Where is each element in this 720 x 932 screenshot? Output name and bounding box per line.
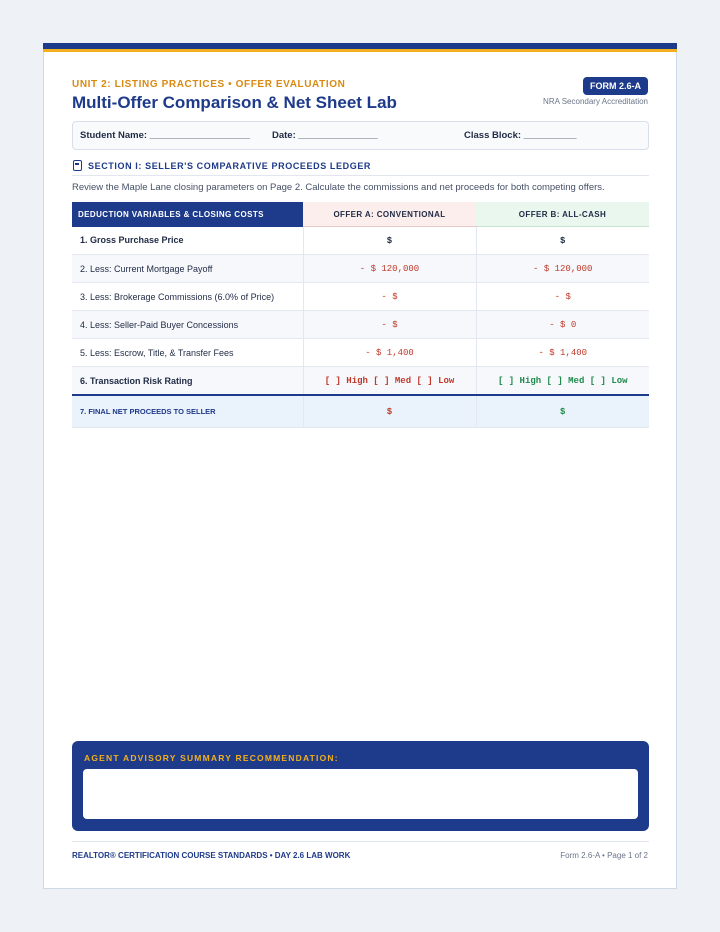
footer-page-number: Form 2.6-A • Page 1 of 2 (560, 851, 648, 860)
student-info-bar (72, 121, 649, 150)
offer-a-cell[interactable]: - $ (303, 311, 476, 339)
footer-divider (72, 841, 649, 842)
form-badge: FORM 2.6-A (583, 77, 648, 95)
table-row (72, 311, 649, 339)
row-label: 5. Less: Escrow, Title, & Transfer Fees (72, 339, 303, 367)
offer-a-net-cell[interactable]: $ (303, 395, 476, 428)
unit-label: UNIT 2: LISTING PRACTICES • OFFER EVALUATION (72, 79, 346, 90)
offer-a-cell[interactable]: $ (303, 227, 476, 255)
student-name-field[interactable]: Student Name: ___________________ (80, 130, 251, 141)
section-divider (72, 175, 649, 176)
row-label: 3. Less: Brokerage Commissions (6.0% of Price) (72, 283, 303, 311)
offer-a-cell[interactable]: - $ 1,400 (303, 339, 476, 367)
table-row (72, 283, 649, 311)
row-label: 4. Less: Seller-Paid Buyer Concessions (72, 311, 303, 339)
offer-b-cell[interactable]: - $ 120,000 (476, 255, 649, 283)
column-header-deductions: DEDUCTION VARIABLES & CLOSING COSTS (72, 202, 303, 227)
footer-standards: REALTOR® CERTIFICATION COURSE STANDARDS • DAY 2.6 LAB WORK (72, 851, 351, 860)
table-header-row (72, 202, 649, 227)
column-header-offer-b: OFFER B: ALL-CASH (476, 202, 649, 227)
advisory-summary-panel (72, 741, 649, 831)
offer-a-cell[interactable]: - $ (303, 283, 476, 311)
calculator-icon (73, 160, 82, 171)
row-label: 2. Less: Current Mortgage Payoff (72, 255, 303, 283)
offer-b-net-cell[interactable]: $ (476, 395, 649, 428)
offer-b-cell[interactable]: - $ (476, 283, 649, 311)
table-row (72, 227, 649, 255)
worksheet-page (43, 43, 677, 889)
table-row (72, 255, 649, 283)
offer-a-risk-checkboxes[interactable]: [ ] High [ ] Med [ ] Low (303, 367, 476, 396)
date-field[interactable]: Date: _______________ (272, 130, 378, 141)
header-stripe (43, 43, 677, 53)
section-instructions: Review the Maple Lane closing parameters on Page 2. Calculate the commissions and net proceeds for both competing offers. (72, 182, 605, 193)
table-row (72, 339, 649, 367)
offer-b-cell[interactable]: - $ 0 (476, 311, 649, 339)
class-block-field[interactable]: Class Block: __________ (464, 130, 577, 141)
offer-b-cell[interactable]: $ (476, 227, 649, 255)
advisory-title: AGENT ADVISORY SUMMARY RECOMMENDATION: (84, 753, 339, 763)
accreditation-label: NRA Secondary Accreditation (543, 97, 648, 106)
row-label: 1. Gross Purchase Price (72, 227, 303, 255)
offer-b-cell[interactable]: - $ 1,400 (476, 339, 649, 367)
row-label: 7. FINAL NET PROCEEDS TO SELLER (72, 395, 303, 428)
advisory-input-box[interactable] (83, 769, 638, 819)
column-header-offer-a: OFFER A: CONVENTIONAL (303, 202, 476, 227)
row-label: 6. Transaction Risk Rating (72, 367, 303, 396)
offer-a-cell[interactable]: - $ 120,000 (303, 255, 476, 283)
table-row (72, 367, 649, 396)
final-proceeds-row (72, 395, 649, 428)
page-title: Multi-Offer Comparison & Net Sheet Lab (72, 93, 397, 112)
offer-b-risk-checkboxes[interactable]: [ ] High [ ] Med [ ] Low (476, 367, 649, 396)
proceeds-ledger-table (72, 202, 649, 428)
section-title: SECTION I: SELLER'S COMPARATIVE PROCEEDS LEDGER (88, 161, 372, 171)
